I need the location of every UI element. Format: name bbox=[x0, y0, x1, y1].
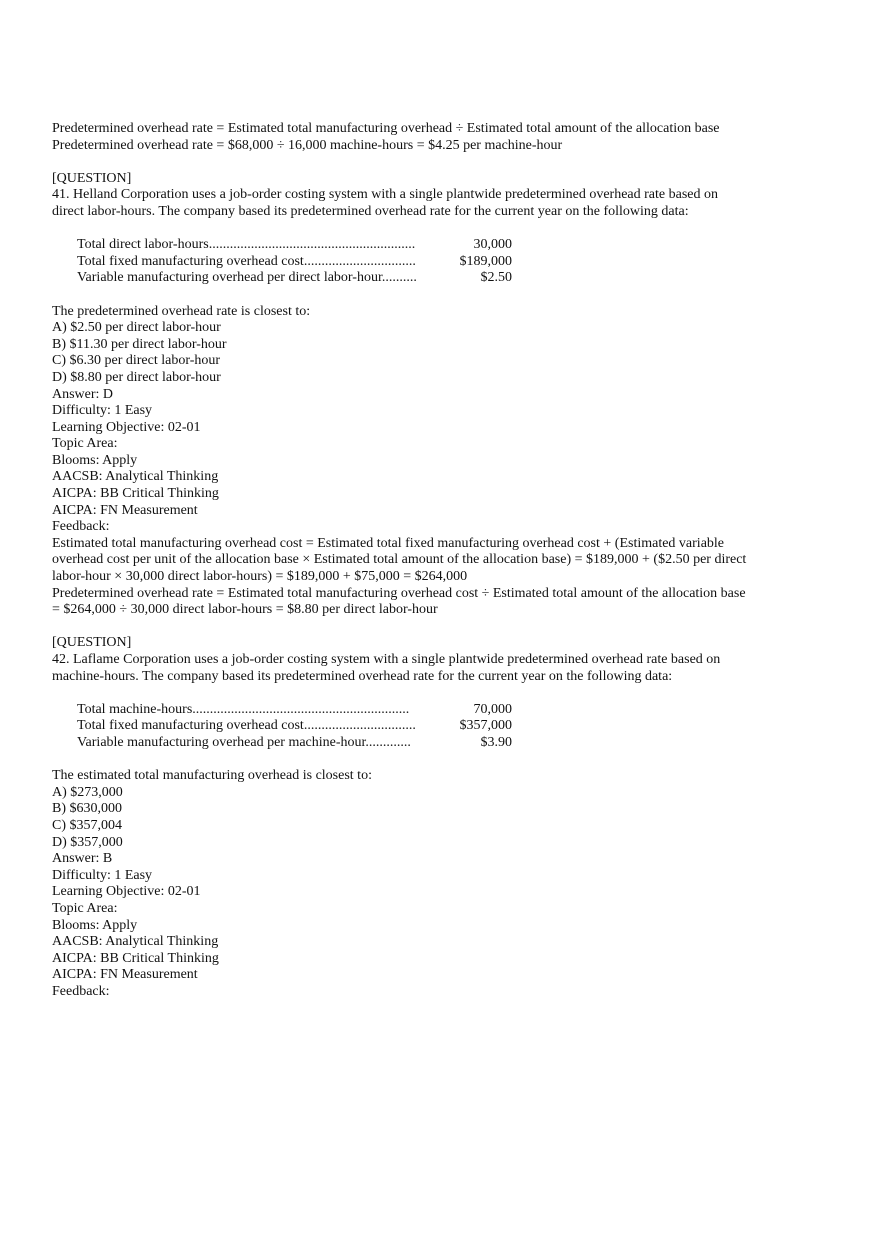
table-row bbox=[77, 270, 512, 287]
row-label: Total direct labor-hours........................................................... bbox=[77, 237, 416, 253]
row-label: Variable manufacturing overhead per machine-hour............. bbox=[77, 734, 411, 750]
question-stem: The predetermined overhead rate is closest to: bbox=[52, 303, 311, 319]
spacer bbox=[52, 154, 752, 171]
learning-objective: Learning Objective: 02-01 bbox=[52, 419, 201, 435]
feedback-label: Feedback: bbox=[52, 519, 110, 535]
formula-line-1: Predetermined overhead rate = Estimated total manufacturing overhead ÷ Estimated total amount of the allocation base bbox=[52, 121, 720, 136]
spacer bbox=[52, 685, 752, 702]
row-label: Total fixed manufacturing overhead cost................................ bbox=[77, 718, 416, 734]
blooms: Blooms: Apply bbox=[52, 452, 138, 468]
question-tag: [QUESTION] bbox=[52, 170, 132, 186]
row-value: 30,000 bbox=[473, 237, 512, 253]
option-a: A) $2.50 per direct labor-hour bbox=[52, 320, 221, 336]
option-a: A) $273,000 bbox=[52, 784, 123, 800]
topic-area: Topic Area: bbox=[52, 436, 118, 452]
spacer bbox=[52, 619, 752, 636]
data-table bbox=[77, 237, 512, 287]
option-c: C) $6.30 per direct labor-hour bbox=[52, 353, 221, 369]
learning-objective: Learning Objective: 02-01 bbox=[52, 884, 201, 900]
difficulty: Difficulty: 1 Easy bbox=[52, 403, 153, 419]
aacsb: AACSB: Analytical Thinking bbox=[52, 469, 219, 485]
aicpa-fn: AICPA: FN Measurement bbox=[52, 502, 198, 518]
topic-area: Topic Area: bbox=[52, 900, 118, 916]
formula-line-2: Predetermined overhead rate = $68,000 ÷ 16,000 machine-hours = $4.25 per machine-hour bbox=[52, 137, 563, 153]
aicpa-bb: AICPA: BB Critical Thinking bbox=[52, 950, 219, 966]
aicpa-fn: AICPA: FN Measurement bbox=[52, 967, 198, 983]
aacsb: AACSB: Analytical Thinking bbox=[52, 934, 219, 950]
answer: Answer: D bbox=[52, 386, 114, 402]
option-b: B) $11.30 per direct labor-hour bbox=[52, 336, 227, 352]
feedback-label: Feedback: bbox=[52, 983, 110, 999]
feedback-paragraph-2: Predetermined overhead rate = Estimated total manufacturing overhead cost ÷ Estimated total amount of the allocation base = $264,000 ÷ 30,000 direct labor-hours = $8.80 per direct labor-hour bbox=[52, 585, 746, 618]
aicpa-bb: AICPA: BB Critical Thinking bbox=[52, 486, 219, 502]
difficulty: Difficulty: 1 Easy bbox=[52, 867, 153, 883]
option-b: B) $630,000 bbox=[52, 801, 122, 817]
spacer bbox=[52, 221, 752, 238]
question-prompt: 42. Laflame Corporation uses a job-order costing system with a single plantwide predetermined overhead rate based on machine-hours. The company based its predetermined overhead rate for the current year on the following data: bbox=[52, 652, 721, 684]
spacer bbox=[52, 287, 752, 304]
row-value: $3.90 bbox=[480, 734, 512, 750]
option-d: D) $8.80 per direct labor-hour bbox=[52, 369, 221, 385]
question-prompt: 41. Helland Corporation uses a job-order costing system with a single plantwide predetermined overhead rate based on direct labor-hours. The company based its predetermined overhead rate for the current year on the following data: bbox=[52, 187, 718, 219]
row-value: $357,000 bbox=[459, 718, 512, 734]
row-label: Total machine-hours.............................................................. bbox=[77, 701, 410, 717]
option-c: C) $357,004 bbox=[52, 817, 122, 833]
answer: Answer: B bbox=[52, 851, 113, 867]
row-label: Total fixed manufacturing overhead cost................................ bbox=[77, 253, 416, 269]
row-value: $189,000 bbox=[459, 253, 512, 269]
option-d: D) $357,000 bbox=[52, 834, 123, 850]
feedback-paragraph-1: Estimated total manufacturing overhead cost = Estimated total fixed manufacturing overhead cost + (Estimated variable overhead cost per unit of the allocation base × Estimated total amount of the allocation base) = $189,000 + ($2.50 per direct labor-hour × 30,000 direct labor-hours) = $189,000 + $75,000 = $264,000 bbox=[52, 535, 747, 585]
row-value: 70,000 bbox=[473, 701, 512, 717]
question-tag: [QUESTION] bbox=[52, 635, 132, 651]
question-42 bbox=[52, 635, 752, 1000]
table-row bbox=[77, 735, 512, 752]
table-row bbox=[77, 718, 512, 735]
data-table bbox=[77, 702, 512, 752]
table-row bbox=[77, 702, 512, 719]
table-row bbox=[77, 237, 512, 254]
document-page bbox=[52, 121, 752, 1000]
blooms: Blooms: Apply bbox=[52, 917, 138, 933]
row-value: $2.50 bbox=[480, 270, 512, 286]
spacer bbox=[52, 752, 752, 769]
question-stem: The estimated total manufacturing overhead is closest to: bbox=[52, 768, 372, 784]
table-row bbox=[77, 254, 512, 271]
question-41 bbox=[52, 171, 752, 619]
row-label: Variable manufacturing overhead per direct labor-hour.......... bbox=[77, 270, 417, 286]
